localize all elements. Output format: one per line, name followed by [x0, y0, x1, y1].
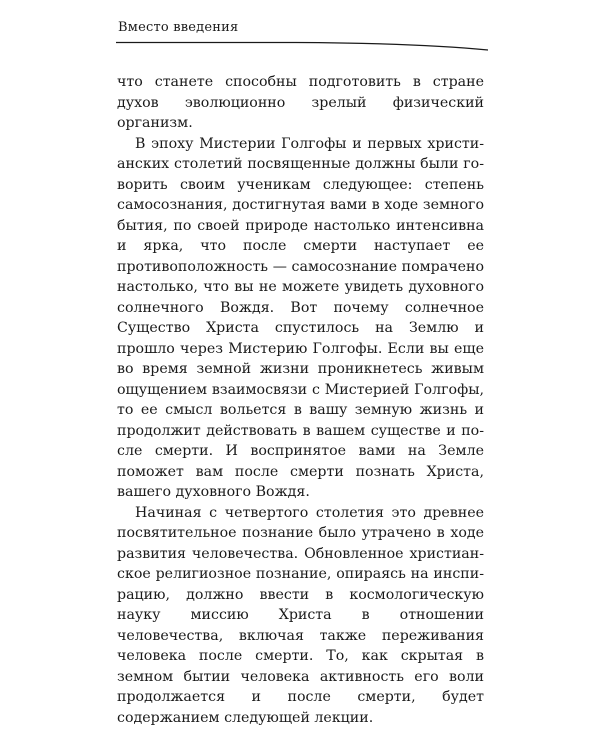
paragraph-3: Начиная с четвертого столетия это древнее посвятительное познание было утрачено в ходе развития человечества. Обновленное христианское религиозное познание, опираясь на инспирацию, должно ввести в космологическую науку миссию Христа в отношении человечества, включая также переживания человека после смерти. То, как скрытая в земном бытии человека активность его воли продолжается и после смерти, будет содержанием следующей лекции.	[117, 504, 484, 726]
running-head-title: Вместо введения	[118, 20, 239, 35]
page-body	[117, 72, 484, 728]
header-rule	[116, 39, 488, 53]
paragraph-2: В эпоху Мистерии Голгофы и первых христианских столетий посвященные должны были говорить своим ученикам следующее: степень самосознания, достигнутая вами в ходе земного бытия, по своей природе настолько интенсивна и ярка, что после смерти наступает ее противоположность — самосознание помрачено настолько, что вы не можете увидеть духовного солнечного Вождя. Вот почему солнечное Существо Христа спустилось на Землю и прошло через Мистерию Голгофы. Если вы еще во время земной жизни проникнетесь живым ощущением взаимосвязи с Мистерией Голгофы, то ее смысл вольется в вашу земную жизнь и продолжит действовать в вашем существе и после смерти. И воспринятое вами на Земле поможет вам после смерти познать Христа, вашего духовного Вождя.	[117, 135, 484, 500]
paragraph-1: что станете способны подготовить в стране духов эволюционно зрелый физический организм.	[117, 74, 484, 131]
